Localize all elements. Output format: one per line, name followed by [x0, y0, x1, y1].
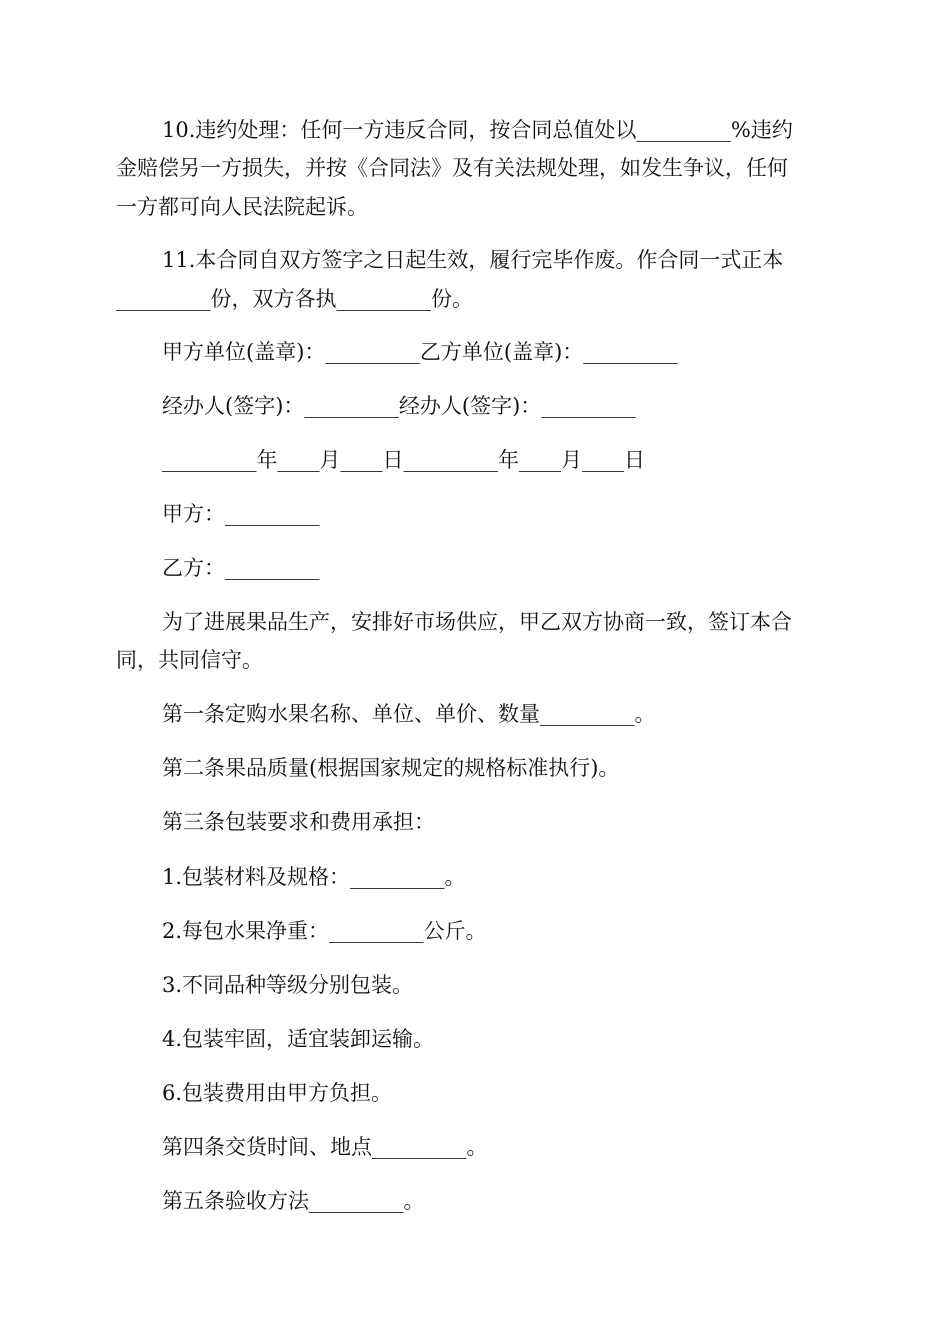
article-1: 第一条定购水果名称、单位、单价、数量_________。 — [162, 702, 656, 726]
preamble-line-2: 同，共同信守。 — [116, 648, 263, 672]
article-3: 第三条包装要求和费用承担： — [162, 810, 435, 834]
article-3-item-6: 6.包装费用由甲方负担。 — [162, 1081, 393, 1105]
clause-10-line-3: 一方都可向人民法院起诉。 — [116, 195, 368, 219]
article-3-item-1: 1.包装材料及规格：_________。 — [162, 865, 466, 889]
clause-11-line-1: 11.本合同自双方签字之日起生效，履行完毕作废。作合同一式正本 — [162, 248, 784, 272]
article-3-item-4: 4.包装牢固，适宜装卸运输。 — [162, 1027, 435, 1051]
article-2: 第二条果品质量(根据国家规定的规格标准执行)。 — [162, 756, 620, 780]
clause-10-line-2: 金赔偿另一方损失，并按《合同法》及有关法规处理，如发生争议，任何 — [116, 156, 788, 180]
preamble-line-1: 为了进展果品生产，安排好市场供应，甲乙双方协商一致，签订本合 — [162, 610, 792, 634]
handler-signature-line: 经办人(签字)：_________经办人(签字)：_________ — [162, 394, 636, 418]
article-5: 第五条验收方法_________。 — [162, 1189, 425, 1213]
article-3-item-3: 3.不同品种等级分别包装。 — [162, 973, 414, 997]
article-3-item-2: 2.每包水果净重：_________公斤。 — [162, 919, 487, 943]
article-4: 第四条交货时间、地点_________。 — [162, 1135, 488, 1159]
party-a-line: 甲方：_________ — [162, 502, 320, 526]
party-b-line: 乙方：_________ — [162, 556, 320, 580]
clause-11-line-2: _________份，双方各执_________份。 — [116, 287, 473, 311]
party-units-line: 甲方单位(盖章)：_________乙方单位(盖章)：_________ — [162, 340, 678, 364]
date-line: _________年____月____日_________年____月____日 — [162, 448, 645, 472]
clause-10-line-1: 10.违约处理：任何一方违反合同，按合同总值处以_________%违约 — [162, 118, 793, 142]
